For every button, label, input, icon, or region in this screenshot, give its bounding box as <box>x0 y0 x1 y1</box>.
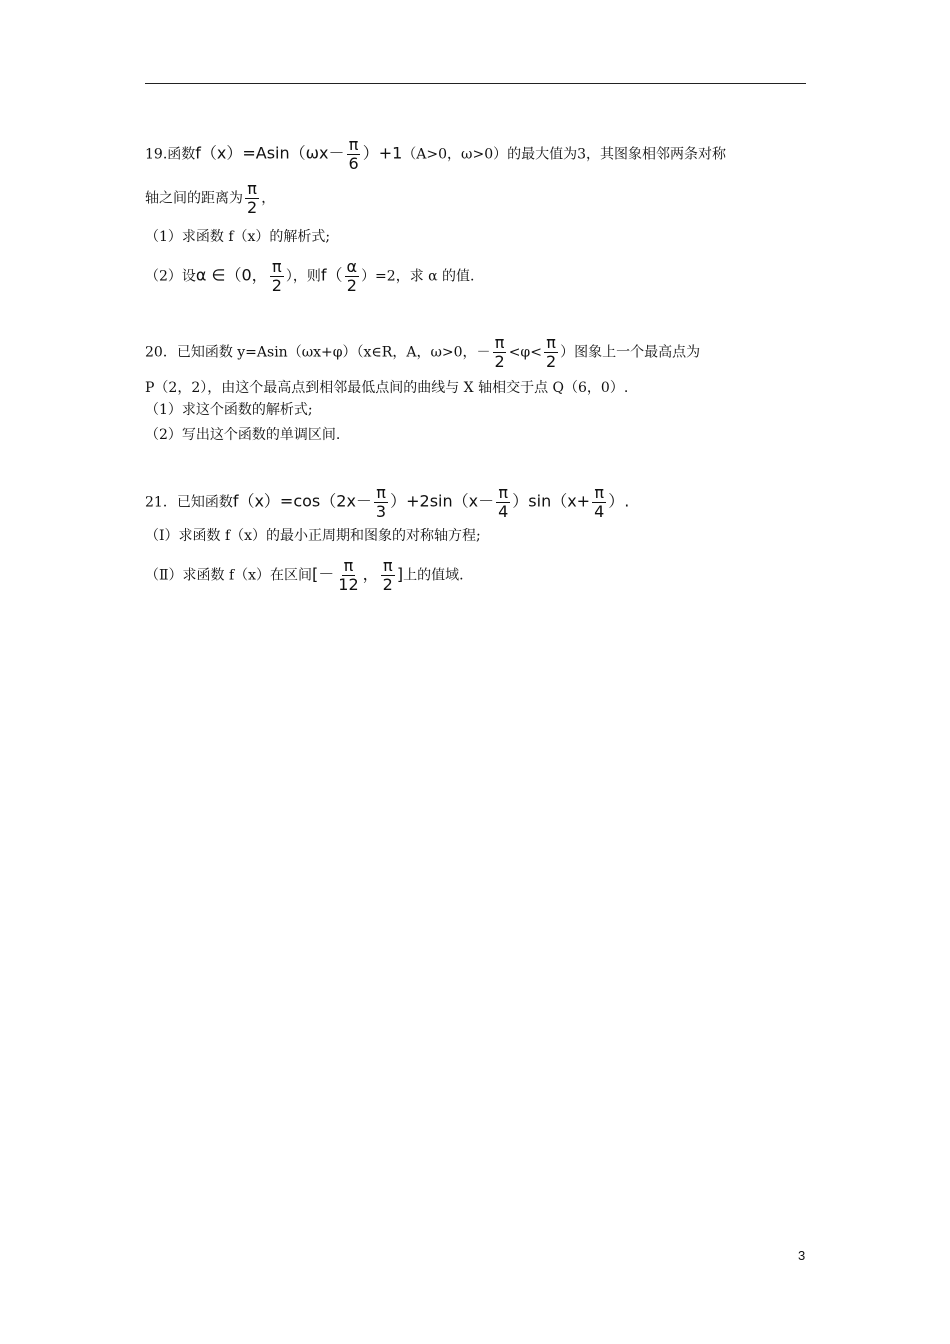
fraction <box>592 484 606 521</box>
numerator: π <box>271 257 282 276</box>
denominator: 3 <box>375 502 387 521</box>
numerator: π <box>343 556 354 575</box>
problem-19-line-1 <box>145 136 726 173</box>
math: [－ <box>312 564 335 584</box>
numerator: π <box>348 135 359 154</box>
numerator: π <box>494 333 505 352</box>
header-rule <box>145 83 806 84</box>
denominator: 4 <box>594 502 605 521</box>
text: 20．已知函数 y=Asin（ωx+φ）（x∈R，A，ω>0，－ <box>145 344 491 361</box>
problem-21-q1: （Ⅰ）求函数 f（x）的最小正周期和图象的对称轴方程; <box>145 528 481 544</box>
fraction <box>374 484 388 521</box>
denominator: 6 <box>348 154 359 173</box>
fraction <box>347 136 361 173</box>
math: ）+2sin（x－ <box>390 491 495 511</box>
fraction <box>544 334 558 371</box>
denominator: 2 <box>247 198 258 217</box>
text: 19.函数 <box>145 146 196 163</box>
math: ）sin（x+ <box>512 491 591 511</box>
denominator: 4 <box>498 502 509 521</box>
text: 21．已知函数 <box>145 494 233 511</box>
denominator: 2 <box>271 276 282 295</box>
math: ] <box>396 564 404 584</box>
text: 上的值域. <box>403 567 464 584</box>
denominator: 2 <box>346 276 357 295</box>
problem-21-q2 <box>145 557 464 594</box>
text: <φ< <box>508 344 542 361</box>
fraction <box>336 557 360 594</box>
numerator: π <box>546 333 556 352</box>
math: f（x）=Asin（ωx－ <box>195 143 345 163</box>
text: ， <box>261 190 276 207</box>
fraction <box>493 334 507 371</box>
text: ）=2，求 α 的值. <box>361 268 475 285</box>
numerator: π <box>594 483 604 502</box>
text: ）图象上一个最高点为 <box>560 344 701 361</box>
fraction <box>245 180 259 217</box>
text: （2）设 <box>145 268 196 285</box>
fraction <box>496 484 510 521</box>
numerator: π <box>382 556 393 575</box>
math: f（ <box>320 265 343 285</box>
text: （A>0，ω>0）的最大值为3，其图象相邻两条对称 <box>402 146 727 163</box>
problem-20-line-1 <box>145 334 700 371</box>
problem-19-q1: （1）求函数 f（x）的解析式; <box>145 229 331 245</box>
math: ）. <box>608 491 630 511</box>
problem-19-line-2 <box>145 180 275 217</box>
math: ， <box>362 564 379 584</box>
numerator: π <box>376 483 386 502</box>
denominator: 2 <box>545 352 557 371</box>
denominator: 12 <box>338 575 359 594</box>
problem-20-line-2: P（2，2），由这个最高点到相邻最低点间的曲线与 X 轴相交于点 Q（6，0）. <box>145 380 629 396</box>
problem-21-line-1 <box>145 484 629 521</box>
text: （Ⅱ）求函数 f（x）在区间 <box>145 567 313 584</box>
math: α ∈（0， <box>195 265 268 285</box>
fraction <box>345 258 360 295</box>
numerator: α <box>346 257 358 276</box>
text: ），则 <box>285 268 321 285</box>
math: ）+1 <box>362 143 403 163</box>
denominator: 2 <box>382 575 393 594</box>
numerator: π <box>498 483 508 502</box>
problem-20-q2: （2）写出这个函数的单调区间. <box>145 427 341 443</box>
text: 轴之间的距离为 <box>145 190 243 207</box>
denominator: 2 <box>494 352 505 371</box>
page-number: 3 <box>798 1248 806 1263</box>
problem-19-q2 <box>145 258 475 295</box>
problem-20-q1: （1）求这个函数的解析式; <box>145 402 313 418</box>
numerator: π <box>247 179 257 198</box>
fraction <box>270 258 284 295</box>
fraction <box>381 557 395 594</box>
math: f（x）=cos（2x－ <box>232 491 372 511</box>
